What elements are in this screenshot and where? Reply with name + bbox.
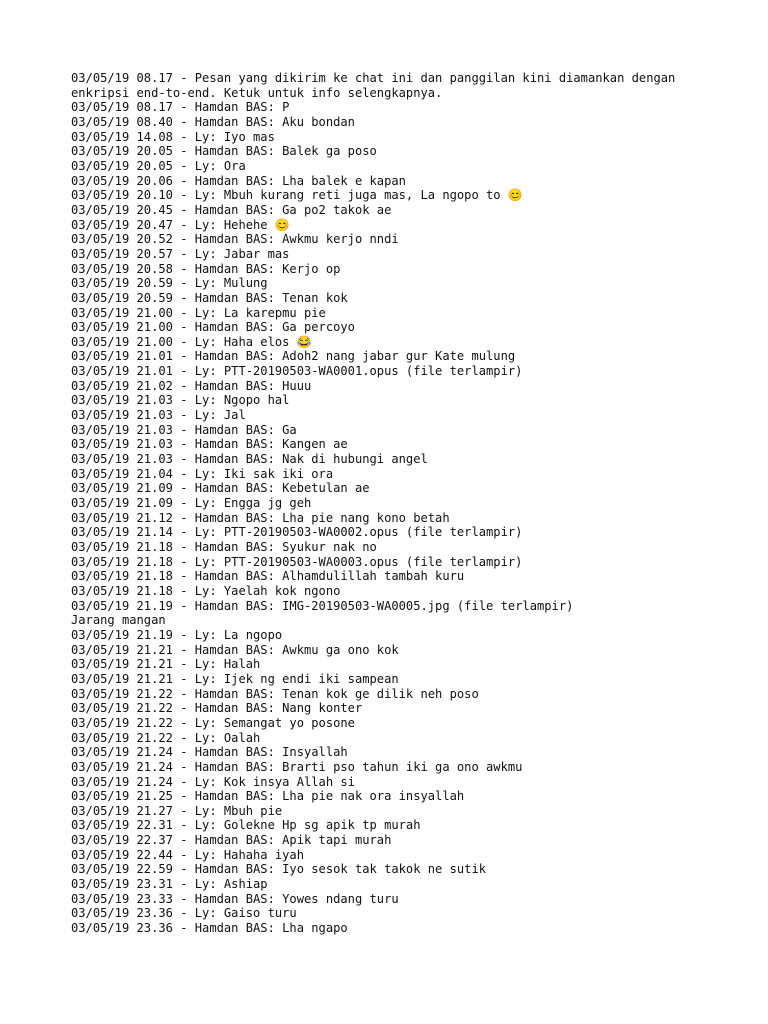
chat-line: 03/05/19 14.08 - Ly: Iyo mas [71,129,275,144]
chat-line: Jarang mangan [71,613,166,628]
chat-line: 03/05/19 20.57 - Ly: Jabar mas [71,246,290,261]
chat-line: 03/05/19 21.27 - Ly: Mbuh pie [71,803,283,818]
chat-line: 03/05/19 21.01 - Hamdan BAS: Adoh2 nang jabar gur Kate mulung [71,349,516,364]
chat-line: 03/05/19 21.21 - Hamdan BAS: Awkmu ga ono kok [71,642,399,657]
chat-line: 03/05/19 20.47 - Ly: Hehehe 😊 [71,217,290,232]
chat-line: 03/05/19 21.21 - Ly: Ijek ng endi iki sampean [71,671,399,686]
chat-line: 03/05/19 22.31 - Ly: Golekne Hp sg apik tp murah [71,818,421,833]
chat-line: 03/05/19 21.00 - Ly: La karepmu pie [71,305,326,320]
chat-line: 03/05/19 20.58 - Hamdan BAS: Kerjo op [71,261,341,276]
chat-line: 03/05/19 21.18 - Ly: Yaelah kok ngono [71,583,341,598]
chat-line: 03/05/19 23.33 - Hamdan BAS: Yowes ndang turu [71,891,399,906]
chat-line: 03/05/19 21.18 - Hamdan BAS: Alhamdulillah tambah kuru [71,569,465,584]
chat-line: 03/05/19 21.02 - Hamdan BAS: Huuu [71,378,312,393]
chat-line: 03/05/19 21.22 - Hamdan BAS: Nang konter [71,701,363,716]
chat-line: 03/05/19 21.09 - Ly: Engga jg geh [71,496,312,511]
chat-line: 03/05/19 22.59 - Hamdan BAS: Iyo sesok tak takok ne sutik [71,862,487,877]
chat-line: 03/05/19 21.03 - Hamdan BAS: Kangen ae [71,437,348,452]
chat-line: 03/05/19 23.36 - Hamdan BAS: Lha ngapo [71,921,348,936]
chat-export-page [71,71,711,936]
chat-line: 03/05/19 21.19 - Hamdan BAS: IMG-20190503-WA0005.jpg (file terlampir) [71,598,574,613]
chat-line: 03/05/19 08.40 - Hamdan BAS: Aku bondan [71,114,355,129]
chat-line: 03/05/19 08.17 - Hamdan BAS: P [71,100,290,115]
chat-line: 03/05/19 21.14 - Ly: PTT-20190503-WA0002.opus (file terlampir) [71,525,523,540]
chat-line: 03/05/19 20.59 - Hamdan BAS: Tenan kok [71,290,348,305]
chat-line: 03/05/19 21.00 - Hamdan BAS: Ga percoyo [71,320,355,335]
chat-line: 03/05/19 20.59 - Ly: Mulung [71,276,268,291]
chat-line: 03/05/19 22.44 - Ly: Hahaha iyah [71,847,304,862]
chat-line: 03/05/19 21.18 - Hamdan BAS: Syukur nak no [71,540,377,554]
chat-line: 03/05/19 20.45 - Hamdan BAS: Ga po2 takok ae [71,202,392,217]
chat-line: 03/05/19 21.24 - Hamdan BAS: Insyallah [71,745,348,760]
chat-line: 03/05/19 21.22 - Ly: Semangat yo posone [71,715,355,730]
chat-line: 03/05/19 21.21 - Ly: Halah [71,657,261,672]
chat-line: 03/05/19 23.31 - Ly: Ashiap [71,877,268,892]
chat-line: 03/05/19 20.05 - Ly: Ora [71,158,246,173]
chat-line: 03/05/19 20.06 - Hamdan BAS: Lha balek e kapan [71,173,406,188]
chat-line: 03/05/19 21.03 - Hamdan BAS: Ga [71,422,297,437]
chat-line: 03/05/19 21.09 - Hamdan BAS: Kebetulan ae [71,481,370,496]
chat-line: 03/05/19 21.03 - Ly: Ngopo hal [71,393,290,408]
chat-line: 03/05/19 20.10 - Ly: Mbuh kurang reti juga mas, La ngopo to 😊 [71,188,523,203]
chat-line: 03/05/19 21.00 - Ly: Haha elos 😂 [71,334,312,349]
chat-line: 03/05/19 21.18 - Ly: PTT-20190503-WA0003.opus (file terlampir) [71,554,523,569]
chat-line: 03/05/19 21.22 - Ly: Oalah [71,730,261,745]
chat-line: 03/05/19 21.03 - Ly: Jal [71,408,246,423]
chat-line: 03/05/19 21.25 - Hamdan BAS: Lha pie nak ora insyallah [71,789,465,804]
chat-line: 03/05/19 20.52 - Hamdan BAS: Awkmu kerjo nndi [71,232,399,247]
chat-line: 03/05/19 22.37 - Hamdan BAS: Apik tapi murah [71,833,392,848]
chat-line: 03/05/19 21.12 - Hamdan BAS: Lha pie nang kono betah [71,510,450,525]
chat-line: 03/05/19 23.36 - Ly: Gaiso turu [71,906,297,921]
chat-line: 03/05/19 21.03 - Hamdan BAS: Nak di hubungi angel [71,452,428,467]
chat-line: 03/05/19 21.01 - Ly: PTT-20190503-WA0001.opus (file terlampir) [71,364,523,379]
chat-line: 03/05/19 08.17 - Pesan yang dikirim ke chat ini dan panggilan kini diamankan dengan [71,71,676,85]
chat-line: 03/05/19 21.04 - Ly: Iki sak iki ora [71,466,334,481]
chat-line: 03/05/19 20.05 - Hamdan BAS: Balek ga poso [71,144,377,159]
chat-line: 03/05/19 21.22 - Hamdan BAS: Tenan kok ge dilik neh poso [71,686,479,701]
chat-line: 03/05/19 21.24 - Hamdan BAS: Brarti pso tahun iki ga ono awkmu [71,759,523,774]
chat-line: enkripsi end-to-end. Ketuk untuk info selengkapnya. [71,85,443,100]
chat-line: 03/05/19 21.24 - Ly: Kok insya Allah si [71,774,355,789]
chat-line: 03/05/19 21.19 - Ly: La ngopo [71,627,283,642]
